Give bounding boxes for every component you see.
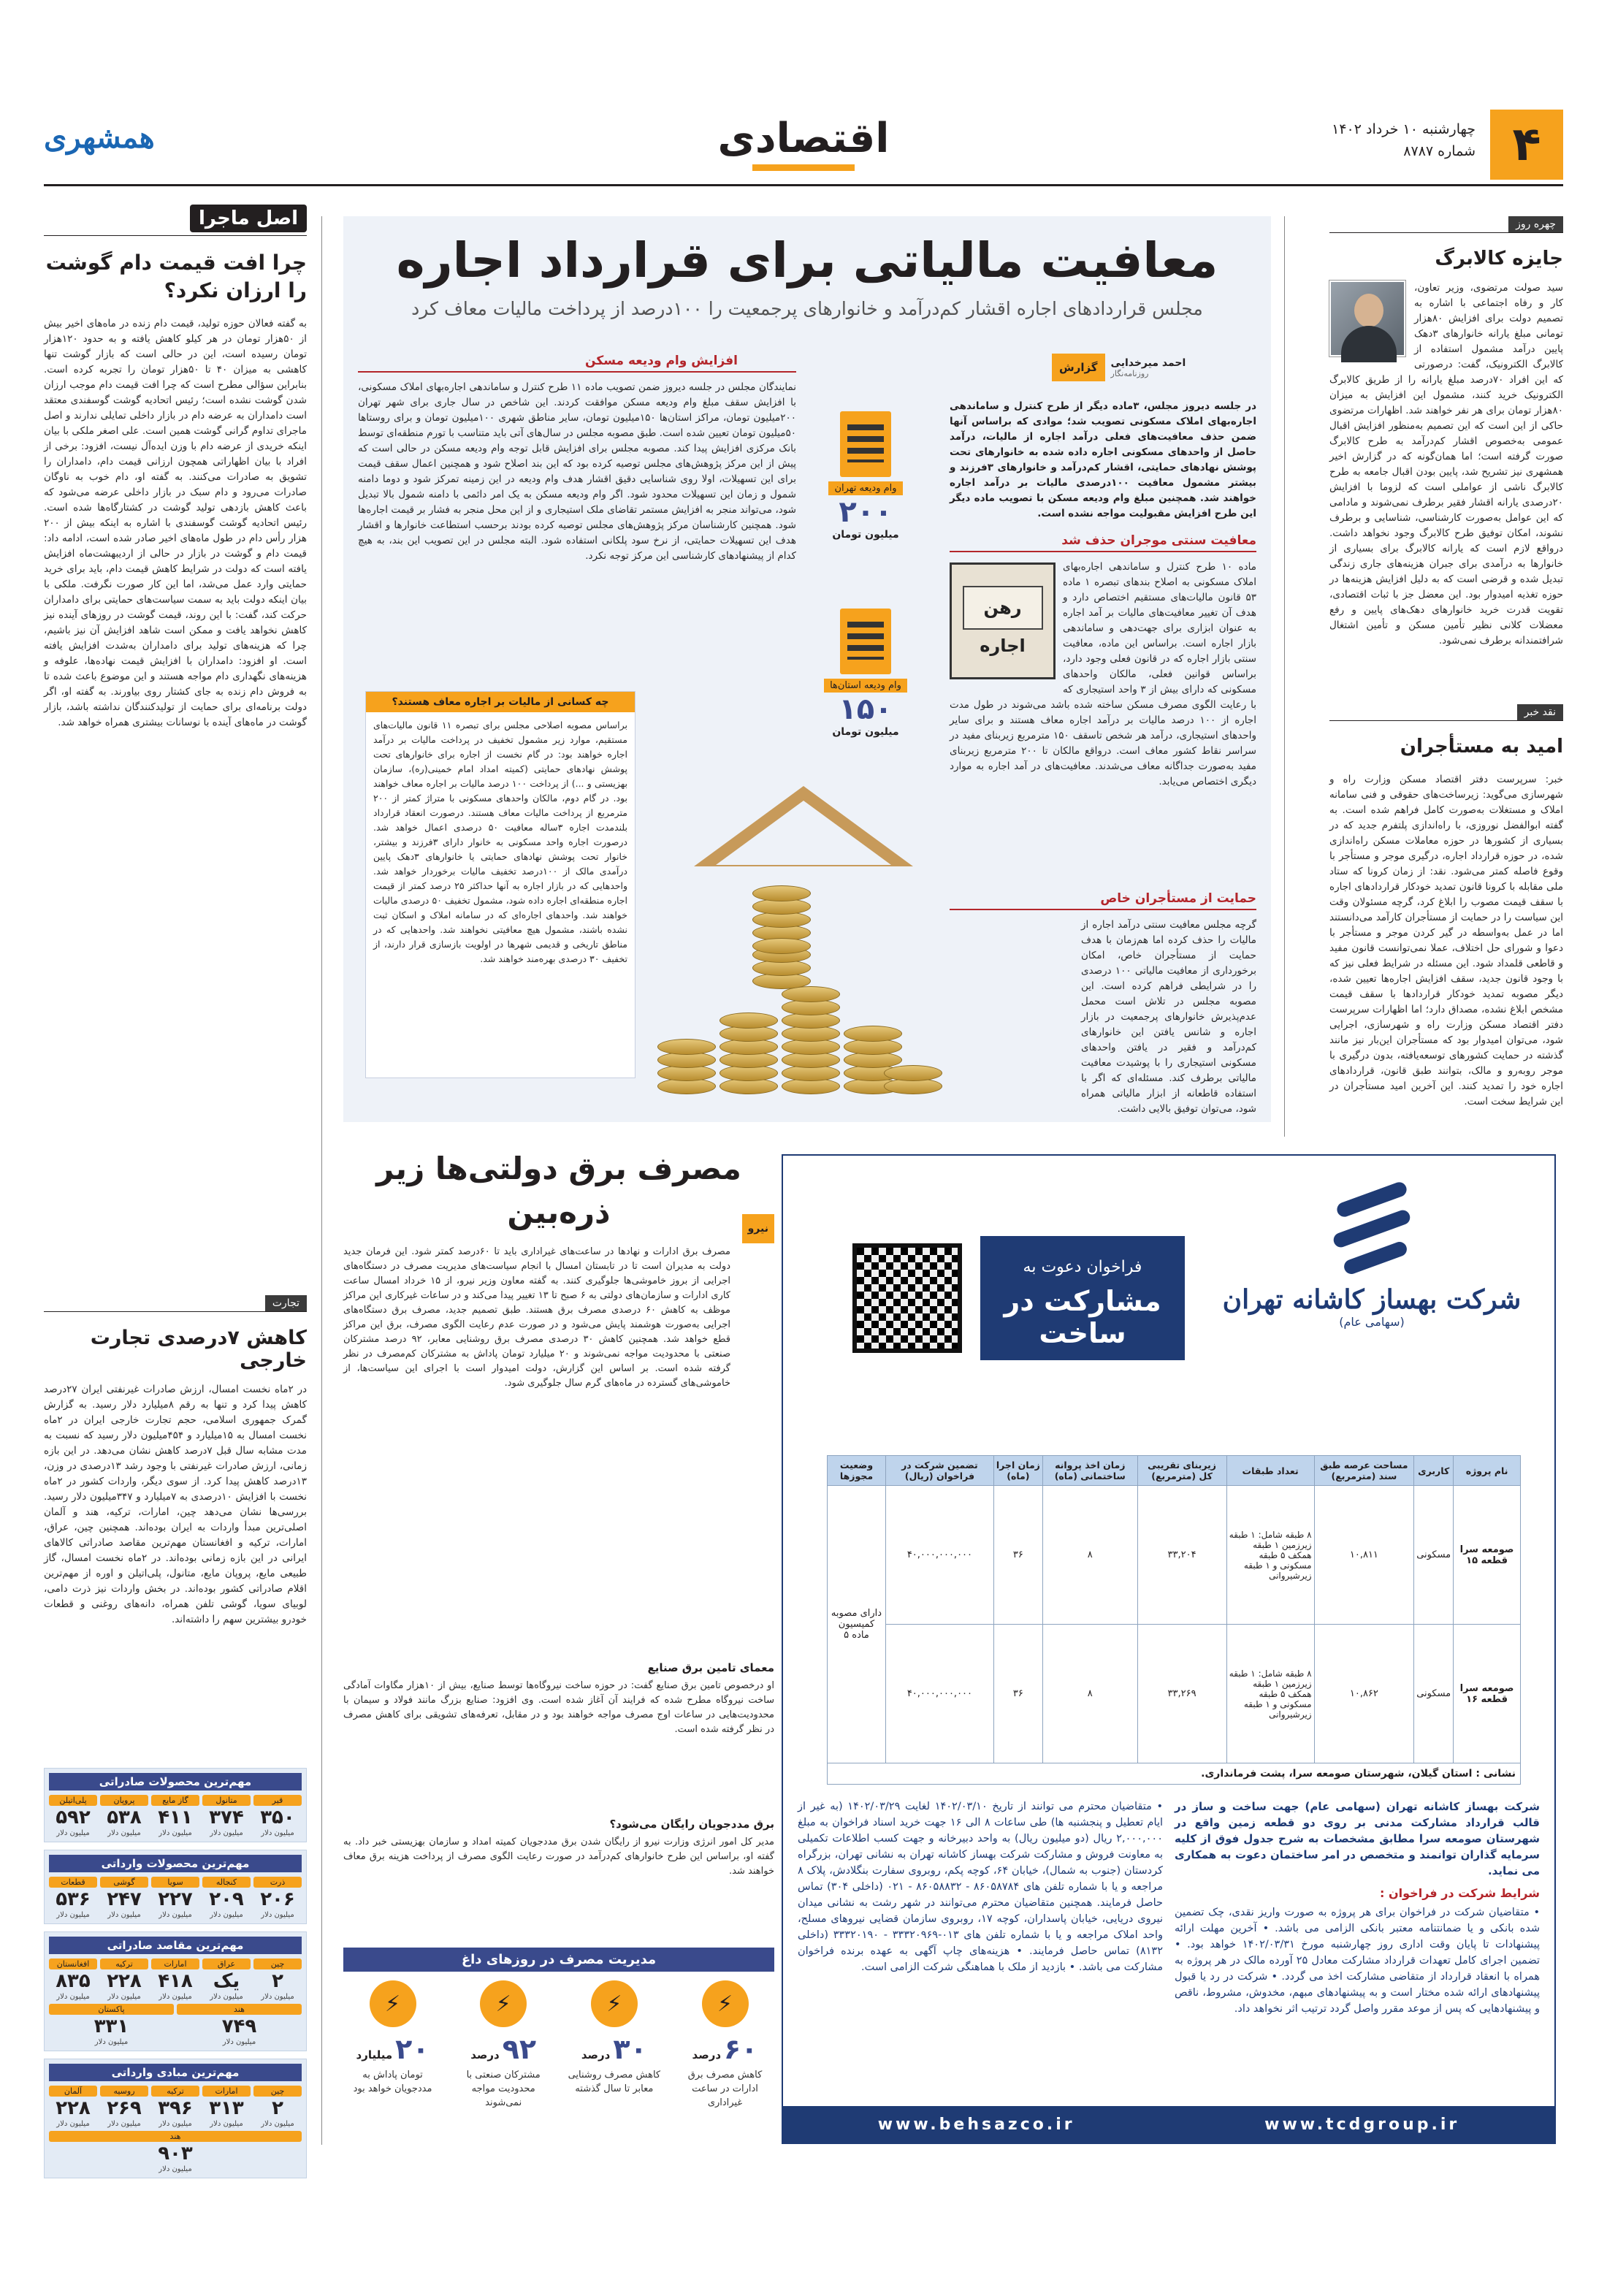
infographic-value: ۳۰ bbox=[613, 2033, 647, 2065]
trade-item-unit: میلیون دلار bbox=[107, 1829, 141, 1837]
trade-panel-item bbox=[49, 1877, 97, 1919]
table-header-cell: زمان اجرا (ماه) bbox=[993, 1456, 1042, 1486]
trade-item-value: ۲۴۷ bbox=[107, 1888, 142, 1910]
author-name: احمد میرخدایی bbox=[1110, 356, 1186, 369]
trade-panel-item bbox=[202, 1795, 251, 1837]
website-1[interactable]: www.behsazco.ir bbox=[877, 2115, 1075, 2134]
trade-item-name: آلمان bbox=[49, 2086, 97, 2097]
table-cell-floors: ۸ طبقه شامل: ۱ طبقه زیرزمین ۱ طبقه همکف ۵ طبقه مسکونی و ۱ طبقه زیرشیروانی bbox=[1226, 1486, 1314, 1625]
infographic-unit: درصد bbox=[692, 2048, 722, 2062]
trade-item-unit: میلیون دلار bbox=[210, 1993, 243, 2001]
trade-item-unit: میلیون دلار bbox=[56, 2120, 90, 2128]
trade-panel-item bbox=[49, 2086, 97, 2128]
trade-item-name: پروپان bbox=[100, 1795, 148, 1806]
trade-panel bbox=[44, 1850, 307, 1924]
ad-intro: شرکت بهساز کاشانه تهران (سهامی عام) جهت ساخت و ساز در قالب قرارداد مشارکت مدنی بر روی دو قطعه زمین واقع در شهرستان صومعه سرا مطابق مشخصات به شرح جدول فوق از کلیه سرمایه گذاران توانمند و متخصص در امر ساختمان دعوت به همکاری می نماید. bbox=[1175, 1800, 1540, 1877]
table-header-cell: وضعیت مجوزها bbox=[828, 1456, 886, 1486]
trade-item-value: ۲۲۸ bbox=[56, 2097, 91, 2119]
report-label: گزارش bbox=[1052, 354, 1105, 381]
ad-footer bbox=[783, 2106, 1554, 2143]
trade-item-unit: میلیون دلار bbox=[222, 2038, 256, 2046]
stat-2 bbox=[804, 581, 928, 764]
left-column-divider bbox=[321, 216, 322, 2145]
headline-big: مشارکت در ساخت bbox=[1004, 1285, 1161, 1349]
electricity-article bbox=[343, 1147, 774, 2140]
trade-item-value: ۲۰۹ bbox=[209, 1888, 244, 1910]
infographic-unit: درصد bbox=[470, 2048, 500, 2062]
section-name: اقتصادی bbox=[717, 115, 890, 162]
trade-item-value: ۴۱۸ bbox=[158, 1970, 193, 1992]
critique-label: نقد خبر bbox=[1329, 704, 1563, 721]
trade-item-unit: میلیون دلار bbox=[210, 2120, 243, 2128]
minister-portrait bbox=[1329, 281, 1405, 356]
table-cell-name: صومعه سرا قطعه ۱۶ bbox=[1454, 1625, 1521, 1763]
building-icon bbox=[840, 411, 891, 477]
trade-item-unit: میلیون دلار bbox=[56, 1829, 90, 1837]
article-col-a bbox=[950, 399, 1256, 1129]
table-header-cell: کاربری bbox=[1414, 1456, 1454, 1486]
section-title bbox=[716, 113, 891, 171]
table-header-cell: تضمین شرکت در فراخوان (ریال) bbox=[886, 1456, 994, 1486]
trade-item-name: هند bbox=[49, 2131, 302, 2142]
headline-small: فراخوان دعوت به bbox=[1023, 1258, 1142, 1276]
company-subtitle: (سهامی عام) bbox=[1339, 1315, 1405, 1329]
trade-item-name: پلی‌اتیلن bbox=[49, 1795, 97, 1806]
trade-item-value: ۳۷۴ bbox=[209, 1807, 244, 1828]
critique-text: خبر: سرپرست دفتر اقتصاد مسکن وزارت راه و شهرسازی می‌گوید: زیرساخت‌های حقوقی و فنی سامانه املاک و مستغلات به‌صورت کامل فراهم شده است. به گفته ابوالفضل نوروزی، با راه‌اندازی پلتفرم جدید که در بسیاری از کشورها در حوزه معاملات مسکن راه‌اندازی شده، در حوزه قرارداد اجاره، درگیری موجر و مستأجر با وقوع فاصله کمتر می‌شود. نقد: از زمان کرونا که ستاد ملی مقابله با کرونا قانون تمدید خودکار قراردادهای اجاره با سقف قیمت مصوب را ابلاغ کرد، گرچه مسئولان وقت این سیاست را در حمایت از مستأجران کارآمد می‌دانستند اما در عمل به‌واسطه در گیر کردن موجر و مستأجر با دعوا و شورای حل اختلاف، عملا نمی‌توانست قانون مفید و قاطعی قلمداد شود. این مسئله در شرایط فعلی نیز که با وجود قانون جدید، سقف افزایش اجاره‌ها تعیین شده، دیگر مصوبه تمدید خودکار قراردادها با سقف قیمت مشخص ابلاغ نشده، مصداق دارد؛ اما اظهارات سرپرست دفتر اقتصاد مسکن وزارت راه و شهرسازی، اجرایی شود، می‌توان امیدوار بود که مستأجران این‌بار نیز مانند گذشته در حمایت کشورهای توسعه‌یافته، بدون درگیری با موجر روبه‌رو و مالک، بتوانند طبق قانون، قراردادهای اجاره خود را تمدید کنند. این آخرین امید مستأجران در این شرایط سخت است. bbox=[1329, 774, 1563, 1107]
logo-swirl-icon bbox=[1328, 1185, 1416, 1280]
meat-title: چرا افت قیمت دام گوشت را ارزان نکرد؟ bbox=[45, 251, 307, 302]
right-column bbox=[1329, 216, 1563, 1137]
trade-item-unit: میلیون دلار bbox=[56, 1993, 90, 2001]
table-row bbox=[828, 1486, 1521, 1625]
trade-panel-title: مهم‌ترین مبادی وارداتی bbox=[49, 2064, 302, 2081]
exemption-box-text: براساس مصوبه اصلاحی مجلس برای تبصره ۱۱ قانون مالیات‌های مستقیم، موارد زیر مشمول تخفیف در پرداخت مالیات بر درآمد اجاره خواهند بود: در گام نخست از اجاره برای خانوارهای تحت پوشش نهادهای حمایتی (کمیته امداد امام خمینی(ره)، سازمان بهزیستی و ...) از پرداخت ۱۰۰ درصد مالیات بر اجاره معاف خواهند بود. در گام دوم، مالکان واحدهای مسکونی با متراژ کمتر از ۲۰۰ مترمربع از پرداخت مالیات معاف هستند. درصورت انعقاد قرارداد بلندمدت اجاره ۳ساله معافیت ۵۰ درصدی اعمال خواهد شد. درصورت اجاره واحد مسکونی به خانوار دارای ۳فرزند و بیشتر، خانوار تحت پوشش نهادهای حمایتی یا خانوارهای ۳دهک پایین درآمدی مالک از ۱۰۰درصد تخفیف مالیات برخوردار خواهد شد. واحدهایی که در بازار اجاره به آنها حداکثر ۲۵ درصد کمتر از قیمت اجاره منطقه‌ای اجاره داده شود، مشمول تخفیف ۵۰ درصدی مالیات خواهند شد. واحدهای اجاره‌ای که در سامانه املاک و اسکان ثبت نشده باشند، مشمول هیچ معافیتی نخواهند شد. واحدهایی که در مناطق تاریخی و قدیمی شهرها در اولویت بازسازی قرار دارند، از تخفیف ۳۰ درصدی بهره‌مند خواهند شد. bbox=[373, 720, 628, 964]
infographic-item bbox=[454, 1980, 553, 2110]
infographic-item bbox=[343, 1980, 442, 2110]
trade-item-name: سویا bbox=[151, 1877, 199, 1888]
trade-item-value: ۵۹۲ bbox=[56, 1807, 91, 1828]
trade-item-value: ۲۲۸ bbox=[107, 1970, 142, 1992]
trade-panel-item bbox=[253, 2086, 302, 2128]
trade-panel-item bbox=[253, 1877, 302, 1919]
stat-1 bbox=[804, 384, 928, 567]
trade-panel-item bbox=[151, 2086, 199, 2128]
electricity-text: مصرف برق ادارات و نهادها در ساعت‌های غیراداری باید تا ۶۰درصد کمتر شود. این فرمان جدید دولت به مدیران است تا در تابستان امسال با انجام سیاست‌های مدیریت مصرف در دستگاه‌های اجرایی از بروز خاموشی‌ها جلوگیری کنند. به گفته معاون وزیر نیرو، از ۱۵ خرداد امسال ساعت کاری ادارات و سازمان‌های دولتی به ۶ صبح تا ۱۳ تغییر پیدا می‌کند و در ساعات غیرکاری این مراکز موظف به کاهش ۶۰ درصدی مصرف برق هستند. طبق تصمیم جدید، مصرف برق دستگاه‌های اجرایی به‌صورت هوشمند پایش می‌شود و در صورت عدم رعایت الگوی مصرف، برق این مراکز قطع خواهد شد. همچنین کاهش ۳۰ درصدی مصرف برق روشنایی معابر، ۹۲ درصد مشترکان صنعتی با محدودیت مواجه نمی‌شوند و ۲۰ میلیارد تومان پاداش به مشترکان کم‌مصرف در نظر گرفته شده است. بر اساس این گزارش، دولت امیدوار است با اجرای این سیاست‌ها، از خاموشی‌های گسترده در ماه‌های گرم سال جلوگیری شود. bbox=[343, 1246, 731, 1389]
subhead-1-text: ماده ۱۰ طرح کنترل و ساماندهی اجاره‌بهای املاک مسکونی به اصلاح بندهای تبصره ۱ ماده ۵۳ قانون مالیات‌های مستقیم اختصاص دارد و هدف آن تغییر معافیت‌های مالیات بر آمد اجاره به عنوان ابزاری برای جهت‌دهی و ساماندهی بازار اجاره است. براساس این ماده، معافیت سنتی بازار اجاره که در قانون فعلی وجود دارد، براساس قوانین فعلی، مالکان واحدهای مسکونی که دارای بیش از ۳ واحد استیجاری که با رعایت الگوی مصرف مسکن ساخته شده باشد می‌شوند در طول مدت اجاره از ۱۰۰ درصد مالیات بر درآمد اجاره معاف هستند و برای سایر واحدهای استیجاری، درآمد هر شخص تاسقف ۱۵۰ مترمربع زیربنای مفید در سراسر نقاط کشور معاف است. درواقع مالکان تا ۲۰۰ مترمربع زیربنای مفید به‌صورت جداگانه معاف می‌شدند. معافیت‌های در آمد اجاره به موارد دیگری اختصاص می‌یابد. bbox=[950, 561, 1257, 787]
table-cell-total: ۳۳,۲۰۴ bbox=[1137, 1486, 1226, 1625]
trade-item-unit: میلیون دلار bbox=[261, 1993, 294, 2001]
qr-code[interactable] bbox=[852, 1243, 962, 1353]
table-cell-guarantee: ۴۰,۰۰۰,۰۰۰,۰۰۰ bbox=[886, 1625, 994, 1763]
electricity-label: نیرو bbox=[742, 1214, 774, 1243]
infographic-value: ۹۲ bbox=[502, 2033, 537, 2065]
trade-item-name: چین bbox=[253, 2086, 302, 2097]
issue-number: شماره ۸۷۸۷ bbox=[1403, 143, 1476, 159]
header-rule bbox=[44, 184, 1563, 186]
trade-panel bbox=[44, 1931, 307, 2051]
trade-item-value: ۳۱۳ bbox=[209, 2097, 244, 2119]
trade-panel-item bbox=[100, 1795, 148, 1837]
table-header-cell: تعداد طبقات bbox=[1226, 1456, 1314, 1486]
stat-2-value: ۱۵۰ bbox=[839, 692, 893, 726]
trade-item-value: ۳۹۶ bbox=[158, 2097, 193, 2119]
newspaper-logo[interactable]: همشهری bbox=[44, 121, 155, 155]
critique-title: امید به مستأجران bbox=[1400, 736, 1563, 758]
table-row bbox=[828, 1625, 1521, 1763]
trade-item-unit: میلیون دلار bbox=[261, 2120, 294, 2128]
infographic-icon: ⚡ bbox=[370, 1980, 416, 2027]
infographic-desc: کاهش مصرف برق ادارات در ساعت غیراداری bbox=[687, 2070, 763, 2108]
trade-item-unit: میلیون دلار bbox=[56, 1911, 90, 1919]
rent-sign-photo: رهن اجاره bbox=[950, 562, 1056, 679]
main-lead: مجلس قراردادهای اجاره اقشار کم‌درآمد و خانوارهای پرجمعیت را ۱۰۰درصد از پرداخت مالیات معاف کرد bbox=[411, 298, 1203, 319]
trade-item-unit: میلیون دلار bbox=[159, 1911, 192, 1919]
trade-panel-item bbox=[202, 1959, 251, 2001]
trade-panel-item bbox=[177, 2004, 302, 2046]
table-cell-use: مسکونی bbox=[1414, 1486, 1454, 1625]
trade-item-name: قطعات bbox=[49, 1877, 97, 1888]
ad-right-text bbox=[1175, 1799, 1540, 2094]
infographic-row bbox=[343, 1980, 774, 2110]
trade-item-unit: میلیون دلار bbox=[210, 1911, 243, 1919]
trade-panel-item bbox=[253, 1795, 302, 1837]
trade-item-unit: میلیون دلار bbox=[261, 1911, 294, 1919]
issue-date: چهارشنبه ۱۰ خرداد ۱۴۰۲ bbox=[1332, 121, 1476, 137]
trade-item-name: ذرت bbox=[253, 1877, 302, 1888]
table-cell-use: مسکونی bbox=[1414, 1625, 1454, 1763]
ad-conditions: • متقاضیان شرکت در فراخوان برای هر پروژه به صورت واریز نقدی، چک تضمین شده بانکی و یا ضمانتنامه معتبر بانکی الزامی می باشد. • آخرین مهلت ارائه پیشنهادات تا پایان وقت اداری روز چهارشنبه مورخ ۱۴۰۲/۰۳/۳۱ خواهد بود. • تضمین اجرای کامل تعهدات قرارداد مشارکت معادل ۲۵ آورده مالک در هر پروژه به همراه با انعقاد قرارداد از متقاضی مشارکت اخذ می گردد. • شرکت در رد یا قبول پیشنهادهای ارائه شده مختار است و به پیشنهادهای مبهم، مخدوش، مشروط، ناقص و پیشنهادهایی که پس از موعد مقرر واصل گردد ترتیب اثر نخواهد داد. bbox=[1175, 1907, 1540, 2015]
trade-item-name: گاز مایع bbox=[151, 1795, 199, 1806]
trade-panel bbox=[44, 2059, 307, 2178]
face-text: سید صولت مرتضوی، وزیر تعاون، کار و رفاه اجتماعی با اشاره به تصمیم دولت برای افزایش ۸۰هزار تومانی مبلغ یارانه خانوارهای ۳دهک پایین درآمد مشمول استفاده از کالابرگ الکترونیک، گفت: درصورتی که این افراد ۷۰درصد مبلغ یارانه را از طریق کالابرگ الکترونیک خرید کنند، مشمول این افزایش به میزان ۸۰هزار تومان برای هر نفر خواهند شد. اظهارات مرتضوی حاکی از این است که این تصمیم به‌منظور افزایش اقبال عمومی به‌خصوص اقشار کم‌درآمد به طرح کالابرگ صورت گرفته است؛ اما همان‌گونه که در گزارش اخیر همشهری نیز تشریح شد، پایین بودن اقبال جامعه به طرح کالابرگ ناشی از عواملی است که لزوما با افزایش ۲۰درصدی یارانه اقشار فقیر برطرف نمی‌شوند و مادامی که این عوامل به‌صورت کارشناسی، شناسایی و برطرف نشوند، امکان توفیق طرح کالابرگ وجود نخواهد داشت. درواقع لازم است که یارانه کالابرگ برای بسیاری از خانوارها به درآمدی برای جبران هزینه‌های جاری زندگی تبدیل شده و قرضی است که به دلیل افزایش هزینه‌ها در حوزه تغذیه امیدوار بود. این معضل جز با ثبات اقتصادی، تقویت قدرت خرید خانوارهای دهک‌های پایین و رفع معضلات کلانی نظیر تأمین مسکن و تأمین اشتغال شرافتمندانه برطرف نمی‌شود. bbox=[1329, 282, 1563, 647]
trade-item-name: ترکیه bbox=[100, 1959, 148, 1969]
trade-item-name: امارات bbox=[202, 2086, 251, 2097]
trade-item-name: عراق bbox=[202, 1959, 251, 1969]
trade-item-value: ۸۳۵ bbox=[56, 1970, 91, 1992]
infographic-value: ۶۰ bbox=[724, 2033, 758, 2065]
trade-panel-item bbox=[49, 1795, 97, 1837]
table-header-cell: نام پروژه bbox=[1454, 1456, 1521, 1486]
infographic-value: ۲۰ bbox=[395, 2033, 430, 2065]
building-icon-2 bbox=[840, 609, 891, 674]
trade-panel bbox=[44, 1768, 307, 1842]
stat-2-label: وام ودیعه استان‌ها bbox=[824, 679, 907, 693]
tender-ad bbox=[782, 1154, 1556, 2144]
table-header-cell: زیربنای تقریبی کل (مترمربع) bbox=[1137, 1456, 1226, 1486]
trade-panel-item bbox=[49, 2004, 174, 2046]
trade-item-unit: میلیون دلار bbox=[94, 2038, 129, 2046]
author-role: روزنامه‌نگار bbox=[1110, 368, 1149, 378]
table-cell-guarantee: ۴۰,۰۰۰,۰۰۰,۰۰۰ bbox=[886, 1486, 994, 1625]
trade-item-unit: میلیون دلار bbox=[107, 1911, 141, 1919]
trade-panel-item bbox=[151, 1877, 199, 1919]
stat-1-value: ۲۰۰ bbox=[839, 495, 893, 529]
trade-item-value: ۲ bbox=[272, 2097, 283, 2119]
electricity-title: مصرف برق دولتی‌ها زیر ذره‌بین bbox=[376, 1151, 741, 1230]
page-number: ۴ bbox=[1512, 118, 1541, 172]
trade-title: کاهش ۷درصدی تجارت خارجی bbox=[90, 1327, 307, 1372]
face-label: چهره روز bbox=[1329, 216, 1563, 233]
exemption-box bbox=[365, 691, 635, 1078]
trade-item-unit: میلیون دلار bbox=[210, 1829, 243, 1837]
trade-item-value: ۲۶۹ bbox=[107, 2097, 142, 2119]
projects-table bbox=[827, 1455, 1521, 1785]
trade-panel-item bbox=[253, 1959, 302, 2001]
meat-text: به گفته فعالان حوزه تولید، قیمت دام زنده در ماه‌های اخیر بیش از ۵۰هزار تومان در هر کیلو کاهش یافته و به حدود ۱۲۰هزار تومان رسیده است، این در حالی است که بازار گوشت تنها کاهشی به میزان ۴۰ تا ۵۰هزار تومان را تجربه کرده است. بنابراین سؤالی مطرح است که چرا افت قیمت دام موجب ارزان شدن گوشت نشده است؛ رئیس اتحادیه گوشت گوسفندی معتقد است دامداران به عرضه دام در بازار داخلی تمایلی ندارند و اصل ماجرای تداوم گرانی گوشت همین است. علی اصغر ملکی با بیان اینکه خریدی از عرضه دام با وزن ایده‌آل نیست، افزود: برخی از افراد با بیان اظهاراتی همچون ارزانی قیمت دام، دامداران را تشویق به صادرات می‌کنند. به گفته او، دام خوب به ناوگان صادرات می‌رود و دام سبک در بازار داخلی عرضه می‌شود که باعث کاهش بازدهی تولید گوشت در کشتارگاه‌ها شده است. رئیس اتحادیه گوشت گوسفندی با اشاره به اینکه بیش از ۲۰۰ هزار رأس دام در طول ماه‌های اخیر صادر شده است، ادامه داد: قیمت دام و گوشت در بازار در حالی از اردیبهشت‌ماه افزایش یافته است که دولت در شرایط کاهش قیمت دام، باید برای خرید حمایتی وارد عمل می‌شد، اما این کار صورت نگرفت. ملکی با بیان اینکه دولت باید به سمت سیاست‌های حمایتی برای دامداران حرکت کند، گفت: با این روند، قیمت گوشت در روزهای آینده نیز کاهش نخواهد یافت و ممکن است شاهد افزایش آن نیز باشیم، چرا که هزینه‌های تولید برای دامداران به‌شدت افزایش یافته است. او افزود: دامداران با افزایش قیمت نهاده‌ها، علوفه و هزینه‌های نگهداری دام مواجه هستند و این موضوع باعث شده تا به فروش دام زنده به جای کشتار روی بیاورند. به گفته او، اگر دولت برنامه‌ای برای حمایت از تولیدکنندگان نداشته باشد، بازار گوشت در ماه‌های آینده با نوسانات بیشتری همراه خواهد شد. bbox=[44, 318, 308, 728]
exemption-box-title: چه کسانی از مالیات بر اجاره معاف هستند؟ bbox=[366, 692, 635, 712]
trade-item-name: کنجاله bbox=[202, 1877, 251, 1888]
infographic-unit: میلیارد bbox=[356, 2048, 393, 2062]
table-header-cell: زمان اخذ پروانه ساختمانی (ماه) bbox=[1042, 1456, 1137, 1486]
electricity-sub1-text: او درخصوص تامین برق صنایع گفت: در حوزه ساخت نیروگاه‌ها توسط صنایع، بیش از ۱۰هزار مگاوات آمادگی ساخت نیروگاه مطرح شده که فرایند آن آغاز شده است. وی افزود: صنایع بزرگ مانند فولاد و سیمان با محدودیت‌هایی در ساعات اوج مصرف مواجه خواهند بود و در مقابل، تعرفه‌های تشویقی برای کاهش مصرف در نظر گرفته شده است. bbox=[343, 1680, 775, 1735]
trade-item-value: ۳۳۱ bbox=[93, 2015, 129, 2037]
trade-item-unit: میلیون دلار bbox=[159, 1993, 192, 2001]
electricity-sub2: برق مددجویان رایگان می‌شود؟ bbox=[609, 1818, 774, 1831]
trade-item-value: ۲ bbox=[272, 1970, 283, 1992]
infographic-item bbox=[565, 1980, 663, 2110]
trade-panel-item bbox=[100, 1959, 148, 2001]
stat-2-unit: میلیون تومان bbox=[832, 725, 899, 738]
electricity-sub2-text: مدیر کل امور انرژی وزارت نیرو از رایگان شدن برق مددجویان کمیته امداد و سازمان بهزیستی خبر داد. به گفته او، براساس این طرح خانوارهای کم‌درآمد در صورت رعایت الگوی مصرف از پرداخت هزینه برق معاف خواهند شد. bbox=[343, 1837, 774, 1877]
trade-item-value: ۷۴۹ bbox=[221, 2015, 257, 2037]
trade-panel-item bbox=[202, 2086, 251, 2128]
trade-item-unit: میلیون دلار bbox=[261, 1829, 294, 1837]
face-title: جایزه کالابرگ bbox=[1435, 248, 1563, 270]
trade-item-unit: میلیون دلار bbox=[159, 1829, 192, 1837]
trade-item-name: ترکیه bbox=[151, 2086, 199, 2097]
electricity-sub1: معمای تامین برق صنایع bbox=[647, 1661, 774, 1674]
trade-panel-title: مهم‌ترین محصولات وارداتی bbox=[49, 1855, 302, 1872]
subhead-3: افزایش وام ودیعه مسکن bbox=[358, 354, 796, 373]
stat-1-unit: میلیون تومان bbox=[832, 528, 899, 541]
trade-item-name: متانول bbox=[202, 1795, 251, 1806]
main-title: معافیت مالیاتی برای قرارداد اجاره bbox=[396, 232, 1218, 289]
table-cell-area: ۱۰,۸۶۲ bbox=[1314, 1625, 1414, 1763]
trade-label: تجارت bbox=[44, 1295, 307, 1312]
trade-panels bbox=[44, 1768, 307, 2178]
table-cell-area: ۱۰,۸۱۱ bbox=[1314, 1486, 1414, 1625]
main-article bbox=[343, 216, 1271, 1122]
trade-item-unit: میلیون دلار bbox=[159, 2165, 192, 2173]
table-cell-name: صومعه سرا قطعه ۱۵ bbox=[1454, 1486, 1521, 1625]
trade-item-unit: میلیون دلار bbox=[159, 2120, 192, 2128]
table-cell-status: دارای مصوبه کمیسیون ماده ۵ bbox=[828, 1486, 886, 1763]
trade-panel-item bbox=[151, 1959, 199, 2001]
trade-item-unit: میلیون دلار bbox=[107, 1993, 141, 2001]
subhead-1: معافیت سنتی موجران حذف شد bbox=[950, 533, 1256, 552]
trade-panel-item bbox=[100, 1877, 148, 1919]
page-number-block bbox=[1490, 110, 1563, 180]
infographic-item bbox=[676, 1980, 774, 2110]
website-2[interactable]: www.tcdgroup.ir bbox=[1264, 2115, 1460, 2134]
trade-item-name: قیر bbox=[253, 1795, 302, 1806]
headline-box bbox=[980, 1236, 1185, 1360]
table-cell-exec: ۳۶ bbox=[993, 1625, 1042, 1763]
trade-item-name: افغانستان bbox=[49, 1959, 97, 1969]
trade-item-value: ۲۰۶ bbox=[260, 1888, 295, 1910]
table-cell-permit: ۸ bbox=[1042, 1625, 1137, 1763]
trade-item-value: ۳۵۰ bbox=[260, 1807, 295, 1828]
trade-panel-title: مهم‌ترین محصولات صادراتی bbox=[49, 1773, 302, 1790]
trade-panel-item bbox=[151, 1795, 199, 1837]
left-column bbox=[44, 205, 308, 2173]
company-logo bbox=[1218, 1185, 1525, 1329]
main-intro: در جلسه دیروز مجلس، ۳ماده دیگر از طرح کنترل و ساماندهی اجاره‌بهای املاک مسکونی تصویب شد؛ موادی که براساس آنها ضمن حذف معافیت‌های فعلی درآمد اجاره از مالیات، درآمد حاصل از واحدهای مسکونی اجاره داده شده به خانوارهای تحت پوشش نهادهای حمایتی، اقشار کم‌درآمد و خانوارهای ۳فرزند و بیشتر مشمول معافیت ۱۰۰درصدی مالیات بر درآمد اجاره خواهند شد. همچنین مبلغ وام ودیعه مسکن با تصویب ماده دیگر این طرح افزایش مقبولیت مواجه نشده است. bbox=[950, 400, 1256, 519]
trade-panel-title: مهم‌ترین مقاصد صادراتی bbox=[49, 1937, 302, 1954]
trade-panel-item bbox=[100, 2086, 148, 2128]
right-column-divider bbox=[1284, 216, 1285, 1137]
table-cell-total: ۳۳,۲۶۹ bbox=[1137, 1625, 1226, 1763]
ad-left-body: • متقاضیان محترم می توانند از تاریخ ۱۴۰۲/۰۳/۱۰ لغایت ۱۴۰۲/۰۳/۲۹ (به غیر از ایام تعطیل و پنجشنبه ها) طی ساعات ۸ الی ۱۶ جهت خرید اسناد فراخوان به مبلغ ۲,۰۰۰,۰۰۰ ریال (دو میلیون ریال) به واحد دبیرخانه و جهت کسب اطلاعات تکمیلی به معاونت فروش و مشارکت شرکت بهساز کاشانه تهران به نشانی تهران، بزرگراه کردستان (جنوب به شمال)، خیابان ۶۴، کوچه پکم، روبروی سفارت بنگلادش، پلاک ۸ مراجعه و یا با شماره تلفن های ۸۶۰۵۸۷۸۴ - ۸۶۰۵۸۸۳۲ - ۰۲۱ (داخلی ۳۰۴) تماس حاصل فرمایند. همچنین متقاضیان محترم می‌توانند در شهر رشت به نشانی میدان نیروی دریایی، خیابان پاسداران، کوچه ۱۷، روبروی سازمان قضایی نیروهای مسلح، واحد املاک مراجعه و یا با شماره تلفن های ۰۱۳-۳۳۳۲۰۹۶۹ - ۳۳۳۲۰۱۹۰ (داخلی ۸۱۳۲) تماس حاصل فرمایند. • هزینه‌های چاپ آگهی به عهده برنده فراخوان مشارکت می باشد. • بازدید از ملک با هماهنگی شرکت الزامی است. bbox=[798, 1801, 1164, 1973]
infographic-unit: درصد bbox=[581, 2048, 611, 2062]
origin-badge: اصل ماجرا bbox=[190, 205, 307, 232]
issue-info bbox=[1332, 118, 1476, 162]
trade-item-name: پاکستان bbox=[49, 2004, 174, 2015]
trade-item-name: چین bbox=[253, 1959, 302, 1969]
table-cell-exec: ۳۶ bbox=[993, 1486, 1042, 1625]
table-cell-floors: ۸ طبقه شامل: ۱ طبقه زیرزمین ۱ طبقه همکف ۵ طبقه مسکونی و ۱ طبقه زیرشیروانی bbox=[1226, 1625, 1314, 1763]
trade-item-value: ۹۰۳ bbox=[158, 2143, 193, 2165]
trade-panel-item bbox=[49, 2131, 302, 2173]
report-tag bbox=[1052, 354, 1256, 381]
subhead-2: حمایت از مستأجران خاص bbox=[950, 891, 1256, 910]
trade-item-unit: میلیون دلار bbox=[107, 2120, 141, 2128]
infographic-desc: تومان پاداش به مددجویان خواهد بود bbox=[353, 2070, 432, 2094]
company-name: شرکت بهساز کاشانه تهران bbox=[1222, 1284, 1522, 1315]
infographic-icon: ⚡ bbox=[702, 1980, 749, 2027]
ad-left-text bbox=[798, 1799, 1163, 2091]
subhead-2-text: گرچه مجلس معافیت سنتی درآمد اجاره از مالیات را حذف کرده اما هم‌زمان با هدف حمایت از مستأجران خاص، امکان برخورداری از معافیت مالیاتی ۱۰۰ درصدی را در شرایطی فراهم کرده است. این مصوبه مجلس در تلاش است محمل عدم‌پذیرش خانوارهای پرجمعیت در بازار اجاره و شانس یافتن این خانوارهای کم‌درآمد و فقیر در یافتن واحدهای مسکونی استیجاری را با پوشیدت معافیت مالیاتی برطرف کند. مسئله‌ای که اگر با استفاده قاطعانه از ابزار مالیاتی همراه شود، می‌توان توفیق بالایی داشت. bbox=[1081, 919, 1256, 1115]
trade-panel-item bbox=[202, 1877, 251, 1919]
infographic-icon: ⚡ bbox=[480, 1980, 527, 2027]
trade-item-name: امارات bbox=[151, 1959, 199, 1969]
infographic-desc: مشترکان صنعتی با محدودیت مواجه نمی‌شوند bbox=[466, 2070, 541, 2108]
trade-panel-item bbox=[49, 1959, 97, 2001]
trade-item-value: ۵۳۶ bbox=[56, 1888, 91, 1910]
trade-item-name: گوشی bbox=[100, 1877, 148, 1888]
article-col-b bbox=[358, 354, 796, 687]
subhead-3-text: نمایندگان مجلس در جلسه دیروز ضمن تصویب ماده ۱۱ طرح کنترل و ساماندهی اجاره‌بهای املاک مسکونی، با افزایش سقف مبلغ وام ودیعه مسکن موافقت کردند. این شاخص در سال جاری برای شهر تهران ۲۰۰میلیون تومان، مراکز استان‌ها ۱۵۰میلیون تومان، سایر مناطق شهری ۱۰۰میلیون تومان و برای روستاها ۵۰میلیون تومان تعیین شده است. طبق مصوبه مجلس در سال‌های آتی باید متناسب با تورم منطقه‌ای توسط بانک مرکزی افزایش پیدا کند. مصوبه مجلس برای افزایش قابل توجه وام ودیعه مسکن در حالی است که پیش از این مرکز پژوهش‌های مجلس توصیه کرده بود که این بند اصلاح شود و همچنین اعمال سقف قیمت برای این تسهیلات، اولا روی شناسایی دقیق اقشار هدف وام ودیعه در این زمینه تمرکز شود و دوما دامنه شمول و زمان این تسهیلات محدود شود. اگر وام ودیعه مسکن به یک امر دائمی با دامنه شمول بالا تبدیل شود، می‌تواند منجر به افزایش مستمر تقاضای ملک استیجاری و از این محل منجر به فشار بر قیمت اجاره‌ها شود. همچنین کارشناسان مرکز پژوهش‌های مجلس توصیه کرده بودند برحسب استطاعت خانوارها و اقشار هدف این تسهیلات حمایتی، از نرخ سود پلکانی استفاده شود. البته مجلس در این تصویب این بند، به هیچ کدام از پیشنهادهای کارشناسی این مرکز توجه نکرد. bbox=[358, 381, 797, 562]
infographic-desc: کاهش مصرف روشنایی معابر تا سال گذشته bbox=[568, 2070, 661, 2094]
ad-conditions-title: شرایط شرکت در فراخوان : bbox=[1380, 1886, 1540, 1900]
infographic-title: مدیریت مصرف در روزهای داغ bbox=[343, 1948, 774, 1972]
table-header-cell: مساحت عرصه طبق سند (مترمربع) bbox=[1314, 1456, 1414, 1486]
trade-item-name: هند bbox=[177, 2004, 302, 2015]
stat-1-label: وام ودیعه تهران bbox=[828, 481, 902, 495]
trade-item-value: ۵۳۸ bbox=[107, 1807, 142, 1828]
coin-house-illustration bbox=[643, 771, 950, 1115]
infographic-icon: ⚡ bbox=[591, 1980, 638, 2027]
stats-column bbox=[804, 384, 928, 764]
trade-item-name: روسیه bbox=[100, 2086, 148, 2097]
project-address: نشانی : استان گیلان، شهرستان صومعه سرا، پشت فرمانداری. bbox=[827, 1763, 1521, 1785]
trade-item-value: یک bbox=[213, 1970, 240, 1992]
trade-item-value: ۴۱۱ bbox=[158, 1807, 193, 1828]
table-cell-permit: ۸ bbox=[1042, 1486, 1137, 1625]
trade-item-value: ۲۲۷ bbox=[158, 1888, 193, 1910]
trade-text: در ۲ماه نخست امسال، ارزش صادرات غیرنفتی ایران ۲۷درصد کاهش پیدا کرد و تنها به رقم ۸میلیارد دلار رسید. به گزارش گمرک جمهوری اسلامی، حجم تجارت خارجی ایران در ۲ماه نخست امسال به ۱۵میلیارد و ۴۵۴میلیون دلار رسید که نسبت به مدت مشابه سال قبل ۷درصد کاهش نشان می‌دهد. در این بازه زمانی، ارزش صادرات غیرنفتی با وجود رشد ۱۳درصدی در وزن، ۱۳درصد کاهش پیدا کرد. از سوی دیگر، واردات کشور در ۲ماه نخست با افزایش ۱۰درصدی به ۷میلیارد و ۳۴۷میلیون دلار رسید. بررسی‌ها نشان می‌دهد چین، امارات، ترکیه، هند و آلمان اصلی‌ترین مبدأ واردات به ایران بوده‌اند. همچنین چین، عراق، امارات، ترکیه و افغانستان مهم‌ترین مقاصد صادراتی کالاهای ایرانی در این بازه زمانی بوده‌اند. در ۲ماه نخست امسال، گاز طبیعی مایع، پروپان مایع، متانول، پلی‌اتیلن و اوره از مهم‌ترین اقلام صادراتی کشور بوده‌اند. در بخش واردات نیز ذرت دامی، لوبیای سویا، گوشی تلفن همراه، دانه‌های روغنی و قطعات خودرو بیشترین سهم را داشته‌اند. bbox=[44, 1384, 308, 1625]
